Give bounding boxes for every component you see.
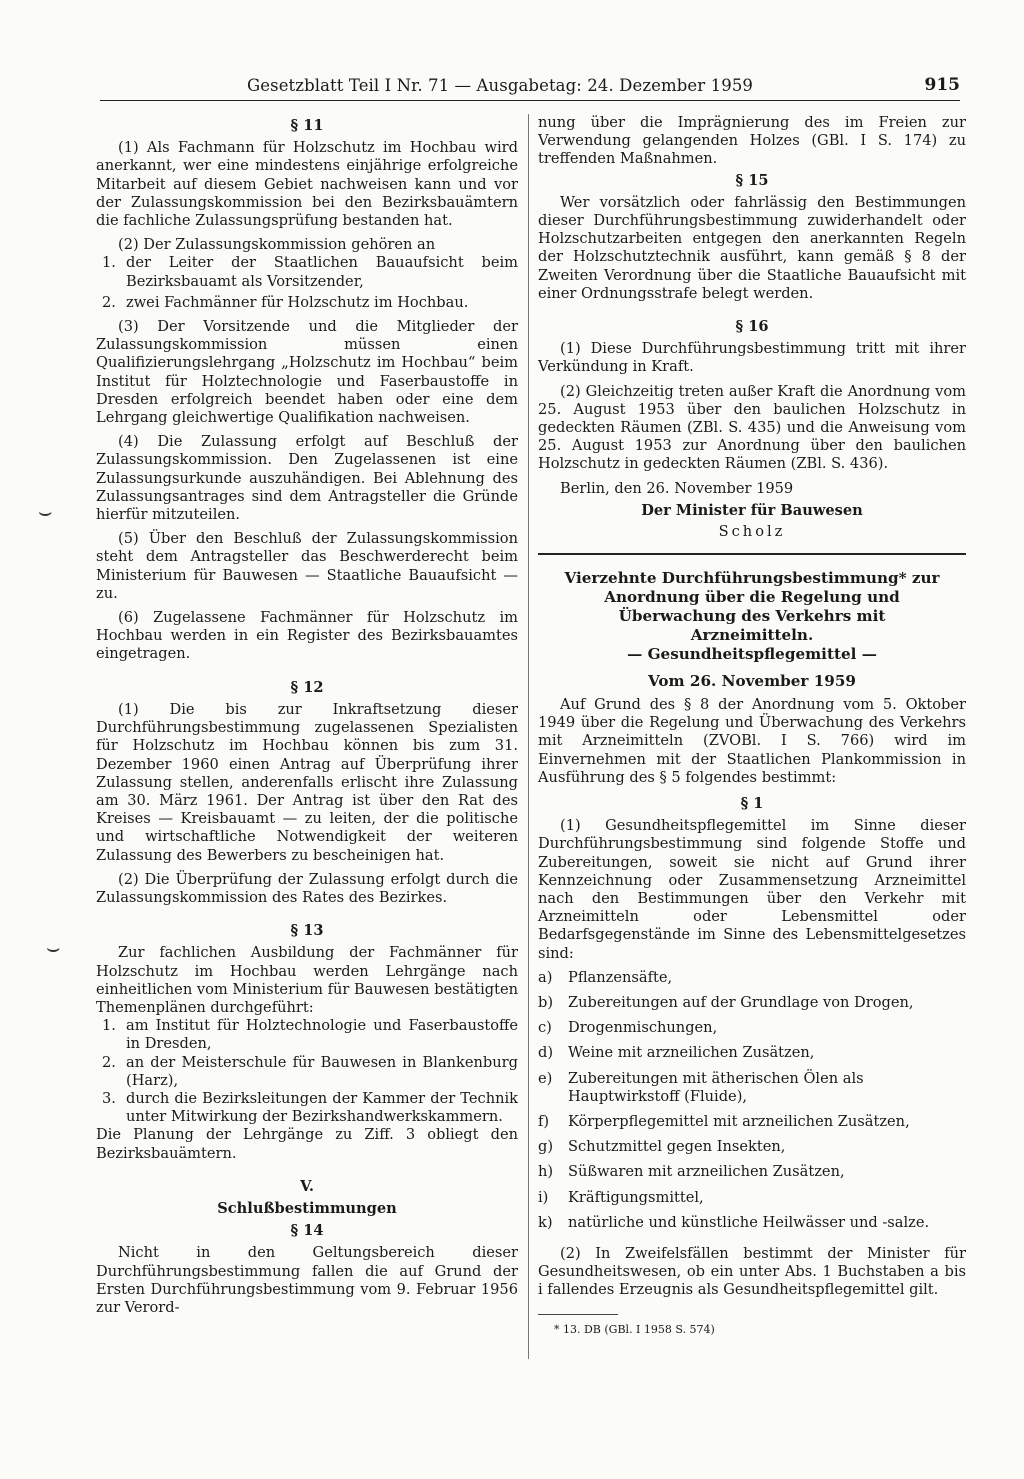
footnote: * 13. DB (GBl. I 1958 S. 574) <box>554 1322 715 1336</box>
list-item-letter: e) <box>538 1069 553 1087</box>
place-date: Berlin, den 26. November 1959 <box>560 479 794 497</box>
paragraph: (6) Zugelassene Fachmänner für Holzschutz im Hochbau werden in ein Register des Bezirksbauamtes eingetragen. <box>96 609 518 663</box>
list-item <box>538 1189 966 1207</box>
list-item <box>96 1090 518 1126</box>
paragraph: (2) In Zweifelsfällen bestimmt der Minister für Gesundheitswesen, ob ein unter Abs. 1 Buchstaben a bis i fallendes Erzeugnis als Gesundheitspflegemittel gilt. <box>538 1245 966 1299</box>
section-heading: § 15 <box>735 171 769 189</box>
left-column <box>96 114 518 1317</box>
footnote-rule <box>538 1314 618 1315</box>
list-item-text: Weine mit arzneilichen Zusätzen, <box>568 1044 815 1062</box>
list-item <box>96 294 518 312</box>
list-item-text: Pflanzensäfte, <box>568 968 673 986</box>
document-title: Vierzehnte Durchführungsbestimmung* zur Anordnung über die Regelung und Überwachung des Verkehrs mit Arzneimitteln. <box>564 568 940 644</box>
paragraph: Wer vorsätzlich oder fahrlässig den Bestimmungen dieser Durchführungsbestimmung zuwiderhandelt oder Holzschutzarbeiten entgegen den anerkannten Regeln der Holzschutztechnik ausführt, kann gemäß § 8 der Zweiten Verordnung über die Staatliche Bauaufsicht mit einer Ordnungsstrafe belegt werden. <box>538 193 966 302</box>
paragraph: (5) Über den Beschluß der Zulassungskommission steht dem Antragsteller das Beschwerderecht beim Ministerium für Bauwesen — Staatliche Bauaufsicht — zu. <box>96 530 518 602</box>
list-item <box>538 1138 966 1156</box>
section-heading: § 16 <box>735 318 769 336</box>
list-item-text: Schutzmittel gegen Insekten, <box>568 1138 786 1156</box>
part-title: Schlußbestimmungen <box>217 1199 397 1217</box>
list-item-number: 1. <box>102 254 116 272</box>
list-item <box>538 969 966 987</box>
list-item <box>538 994 966 1012</box>
list-item <box>538 1163 966 1181</box>
paragraph: (2) Die Überprüfung der Zulassung erfolgt durch die Zulassungskommission des Rates des Bezirkes. <box>96 870 518 906</box>
list-item-letter: c) <box>538 1019 552 1037</box>
list-item-text: am Institut für Holztechnologie und Faserbaustoffe in Dresden, <box>126 1017 518 1053</box>
paragraph: (2) Gleichzeitig treten außer Kraft die Anordnung vom 25. August 1953 über den baulichen Holzschutz in gedeckten Räumen (ZBl. S. 435) und die Anweisung vom 25. August 1953 zur Anordnung über den baulichen Holzschutz in gedeckten Räumen (ZBl. S. 436). <box>538 382 966 473</box>
list-item-text: Süßwaren mit arzneilichen Zusätzen, <box>568 1163 845 1181</box>
list-item-text: Drogenmischungen, <box>568 1019 718 1037</box>
paragraph: nung über die Imprägnierung des im Freien zur Verwendung gelangenden Holzes (GBl. I S. 174) zu treffenden Maßnahmen. <box>538 114 966 168</box>
paragraph: Zur fachlichen Ausbildung der Fachmänner für Holzschutz im Hochbau werden Lehrgänge nach einheitlichen vom Ministerium für Bauwesen bestätigten Themenplänen durchgeführt: <box>96 944 518 1016</box>
section-heading: § 1 <box>740 794 764 812</box>
list-item-letter: g) <box>538 1138 554 1156</box>
list-item <box>538 1113 966 1131</box>
signer-name: Scholz <box>718 523 786 541</box>
list-item-letter: d) <box>538 1044 554 1062</box>
signer-title: Der Minister für Bauwesen <box>641 501 863 519</box>
list-item-text: durch die Bezirksleitungen der Kammer der Technik unter Mitwirkung der Bezirkshandwerkskammern. <box>126 1089 518 1126</box>
list-item <box>538 1019 966 1037</box>
paragraph: (1) Die bis zur Inkraftsetzung dieser Durchführungsbestimmung zugelassenen Spezialisten für Holzschutz im Hochbau können bis zum 31. Dezember 1960 einen Antrag auf Überprüfung ihrer Zulassung stellen, anderenfalls erlischt ihre Zulassung am 30. März 1961. Der Antrag ist über den Rat des Kreises — Kreisbauamt — zu leiten, der die politische und wirtschaftliche Notwendigkeit der weiteren Zulassung des Bewerbers zu bescheinigen hat. <box>96 700 518 864</box>
list-item-letter: k) <box>538 1213 553 1231</box>
list-item-text: natürliche und künstliche Heilwässer und -salze. <box>568 1213 930 1231</box>
list-item-text: Zubereitungen mit ätherischen Ölen als Hauptwirkstoff (Fluide), <box>568 1069 864 1105</box>
column-divider <box>528 114 529 1359</box>
list-item-text: Körperpflegemittel mit arzneilichen Zusätzen, <box>568 1113 910 1131</box>
section-heading: § 13 <box>290 922 324 940</box>
list-item-text: der Leiter der Staatlichen Bauaufsicht beim Bezirksbauamt als Vorsitzender, <box>126 254 518 290</box>
running-head: Gesetzblatt Teil I Nr. 71 — Ausgabetag: 24. Dezember 1959 <box>246 76 754 95</box>
list-item-text: zwei Fachmänner für Holzschutz im Hochbau. <box>126 293 469 311</box>
list-item-text: an der Meisterschule für Bauwesen in Blankenburg (Harz), <box>126 1053 518 1089</box>
paragraph: Die Planung der Lehrgänge zu Ziff. 3 obliegt den Bezirksbauämtern. <box>96 1126 518 1162</box>
right-column <box>538 114 966 1339</box>
document-date: Vom 26. November 1959 <box>648 671 856 690</box>
paragraph: (1) Gesundheitspflegemittel im Sinne dieser Durchführungsbestimmung sind folgende Stoffe und Zubereitungen, soweit sie nicht auf Grund ihrer Kennzeichnung oder Zusammensetzung Arzneimittel nach den Bestimmungen über den Verkehr mit Arzneimitteln oder Lebensmittel oder Bedarfsgegenstände im Sinne des Lebensmittelgesetzes sind: <box>538 817 966 962</box>
list-item <box>538 1070 966 1106</box>
paragraph: Nicht in den Geltungsbereich dieser Durchführungsbestimmung fallen die auf Grund der Ersten Durchführungsbestimmung vom 9. Februar 1956 zur Verord- <box>96 1244 518 1316</box>
section-heading: § 11 <box>290 117 324 134</box>
paragraph: (2) Der Zulassungskommission gehören an <box>118 236 436 254</box>
list-item-number: 1. <box>102 1017 116 1035</box>
list-item <box>538 1044 966 1062</box>
section-divider <box>538 553 966 555</box>
list-item-text: Kräftigungsmittel, <box>568 1188 704 1206</box>
list-item-text: Zubereitungen auf der Grundlage von Drogen, <box>568 994 914 1012</box>
list-item-letter: b) <box>538 994 554 1012</box>
preamble: Auf Grund des § 8 der Anordnung vom 5. Oktober 1949 über die Regelung und Überwachung des Verkehrs mit Arzneimitteln (ZVOBl. I S. 766) wird im Einvernehmen mit der Staatlichen Plankommission in Ausführung des § 5 folgendes bestimmt: <box>538 695 966 786</box>
margin-mark: ⌣ <box>46 936 61 961</box>
paragraph: (4) Die Zulassung erfolgt auf Beschluß der Zulassungskommission. Den Zugelassenen ist eine Zulassungsurkunde auszuhändigen. Bei Ablehnung des Zulassungsantrages sind dem Antragsteller die Gründe hierfür mitzuteilen. <box>96 433 518 524</box>
part-number: V. <box>300 1177 314 1195</box>
paragraph: (1) Als Fachmann für Holzschutz im Hochbau wird anerkannt, wer eine mindestens einjährige erfolgreiche Mitarbeit auf diesem Gebiet nachweisen kann und vor der Zulassungskommission bei den Bezirksbauämtern die fachliche Zulassungsprüfung bestanden hat. <box>96 139 518 230</box>
section-heading: § 14 <box>290 1222 324 1240</box>
list-item-letter: f) <box>538 1113 550 1131</box>
margin-mark: ⌣ <box>38 500 53 525</box>
document-subtitle: — Gesundheitspflegemittel — <box>627 644 877 663</box>
paragraph: (3) Der Vorsitzende und die Mitglieder der Zulassungskommission müssen einen Qualifizierungslehrgang „Holzschutz im Hochbau“ beim Institut für Holztechnologie und Faserbaustoffe in Dresden erfolgreich beendet haben oder eine dem Lehrgang gleichwertige Qualifikation nachweisen. <box>96 318 518 427</box>
list-item <box>538 1214 966 1232</box>
list-item-letter: a) <box>538 968 553 986</box>
list-item-letter: i) <box>538 1188 549 1206</box>
list-item <box>96 254 518 290</box>
running-header <box>100 72 960 101</box>
list-item <box>96 1054 518 1090</box>
list-item-number: 3. <box>102 1089 116 1107</box>
page-number: 915 <box>924 75 960 95</box>
list-item-number: 2. <box>102 293 116 311</box>
paragraph: (1) Diese Durchführungsbestimmung tritt mit ihrer Verkündung in Kraft. <box>538 340 966 376</box>
section-heading: § 12 <box>290 678 324 696</box>
list-item <box>96 1017 518 1053</box>
list-item-letter: h) <box>538 1163 554 1181</box>
list-item-number: 2. <box>102 1053 116 1071</box>
